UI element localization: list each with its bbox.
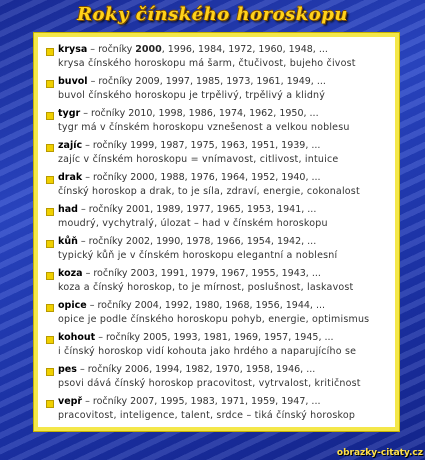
list-item-pes	[46, 363, 392, 395]
list-item-had	[46, 203, 392, 235]
separator: – ročníky	[90, 44, 136, 55]
entry-description: moudrý, vychytralý, úlozat – had v čínském horoskopu	[58, 218, 328, 229]
entry-description: psovi dává čínský horoskop pracovitost, vytrvalost, kritičnost	[58, 378, 361, 389]
zodiac-list	[46, 43, 392, 427]
animal-name: tygr	[58, 108, 81, 119]
list-item-kun	[46, 235, 392, 267]
entry-description: koza a čínský horoskop, to je mírnost, poslušnost, laskavost	[58, 282, 354, 293]
entry-header	[58, 331, 392, 345]
years-list: – ročníky 2009, 1997, 1985, 1973, 1961, 1949, ...	[90, 76, 326, 87]
years-list: – ročníky 2006, 1994, 1982, 1970, 1958, 1946, ...	[79, 364, 316, 375]
entry-header	[58, 75, 392, 89]
entry-description: pracovitost, inteligence, talent, srdce – tiká čínský horoskop	[58, 410, 356, 421]
entry-description: tygr má v čínském horoskopu vznešenost a velkou noblesu	[58, 122, 350, 133]
bullet-icon	[46, 240, 54, 248]
years-list: – ročníky 1999, 1987, 1975, 1963, 1951, 1939, ...	[85, 140, 321, 151]
entry-header	[58, 171, 392, 185]
years-list: – ročníky 2003, 1991, 1979, 1967, 1955, 1943, ...	[85, 268, 321, 279]
bullet-icon	[46, 272, 54, 280]
entry-header	[58, 107, 392, 121]
animal-name: kohout	[58, 332, 96, 343]
highlight-year: 2000	[135, 44, 162, 55]
list-item-vepr	[46, 395, 392, 427]
years-list: – ročníky 2007, 1995, 1983, 1971, 1959, 1947, ...	[85, 396, 321, 407]
entry-header	[58, 299, 392, 313]
entry-description: buvol čínského horoskopu je trpělivý, trpělivý a klidný	[58, 90, 326, 101]
bullet-icon	[46, 80, 54, 88]
animal-name: kůň	[58, 236, 78, 247]
animal-name: koza	[58, 268, 83, 279]
list-item-opice	[46, 299, 392, 331]
entry-header	[58, 139, 392, 153]
years-list: – ročníky 2001, 1989, 1977, 1965, 1953, 1941, ...	[81, 204, 317, 215]
years-list: – ročníky 2004, 1992, 1980, 1968, 1956, 1944, ...	[89, 300, 326, 311]
list-item-buvol	[46, 75, 392, 107]
site-watermark: obrazky-citaty.cz	[336, 448, 423, 458]
page-title: Roky čínského horoskopu	[77, 4, 348, 25]
entry-description: čínský horoskop a drak, to je síla, zdraví, energie, cokonalost	[58, 186, 360, 197]
list-item-koza	[46, 267, 392, 299]
animal-name: buvol	[58, 76, 88, 87]
animal-name: zajíc	[58, 140, 83, 151]
years-list: , 1996, 1984, 1972, 1960, 1948, ...	[161, 44, 328, 55]
list-item-krysa	[46, 43, 392, 75]
years-list: – ročníky 2000, 1988, 1976, 1964, 1952, 1940, ...	[85, 172, 321, 183]
animal-name: had	[58, 204, 78, 215]
entry-header	[58, 235, 392, 249]
entry-header	[58, 203, 392, 217]
animal-name: pes	[58, 364, 77, 375]
bullet-icon	[46, 208, 54, 216]
bullet-icon	[46, 144, 54, 152]
years-list: – ročníky 2002, 1990, 1978, 1966, 1954, 1942, ...	[80, 236, 317, 247]
entry-description: krysa čínského horoskopu má šarm, čtučivost, bujeho čivost	[58, 58, 356, 69]
entry-header	[58, 43, 392, 57]
years-list: – ročníky 2005, 1993, 1981, 1969, 1957, 1945, ...	[98, 332, 334, 343]
bullet-icon	[46, 368, 54, 376]
entry-description: typický kůň je v čínském horoskopu elegantní a noblesní	[58, 250, 338, 261]
bullet-icon	[46, 112, 54, 120]
animal-name: krysa	[58, 44, 88, 55]
content-panel	[34, 33, 399, 431]
entry-description: opice je podle čínského horoskopu pohyb, energie, optimismus	[58, 314, 370, 325]
entry-header	[58, 395, 392, 409]
entry-header	[58, 267, 392, 281]
list-item-kohout	[46, 331, 392, 363]
animal-name: vepř	[58, 396, 83, 407]
entry-description: i čínský horoskop vidí kohouta jako hrdého a naparujícího se	[58, 346, 357, 357]
list-item-drak	[46, 171, 392, 203]
animal-name: drak	[58, 172, 83, 183]
bullet-icon	[46, 304, 54, 312]
bullet-icon	[46, 400, 54, 408]
years-list: – ročníky 2010, 1998, 1986, 1974, 1962, 1950, ...	[83, 108, 319, 119]
bullet-icon	[46, 336, 54, 344]
bullet-icon	[46, 176, 54, 184]
list-item-tygr	[46, 107, 392, 139]
list-item-zajic	[46, 139, 392, 171]
bullet-icon	[46, 48, 54, 56]
entry-header	[58, 363, 392, 377]
animal-name: opice	[58, 300, 87, 311]
entry-description: zajíc v čínském horoskopu = vnímavost, citlivost, intuice	[58, 154, 339, 165]
